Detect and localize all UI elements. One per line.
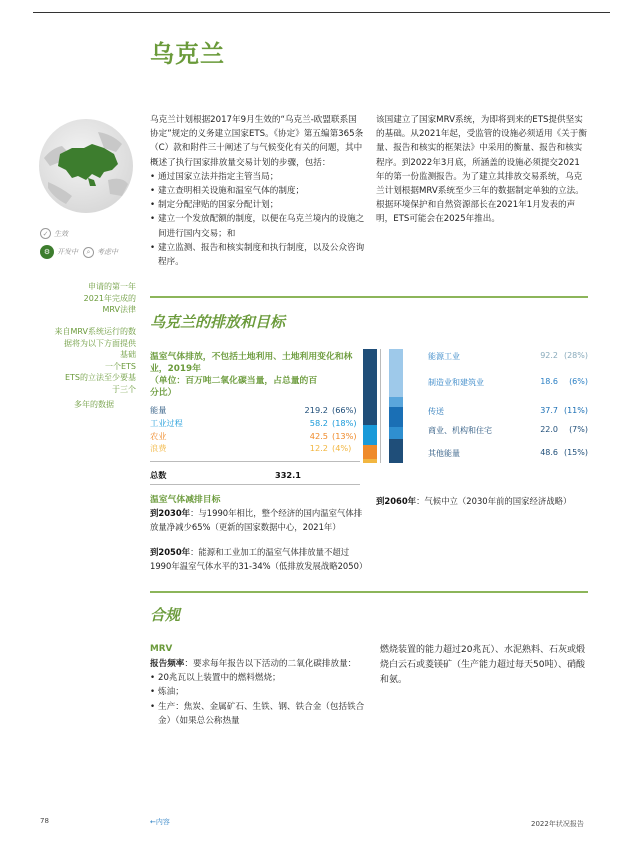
page-title: 乌克兰 bbox=[150, 40, 225, 68]
intro-paragraph: 该国建立了国家MRV系统，为即将到来的ETS提供坚实的基础。从2021年起，受监管的设施必须适用《关于衡量、报告和核实的框架法》中采用的衡量、报告和核实程序。到2022年3月底，所涵盖的设施必须提交2021年的第一份监测报告。为了建立其排放交易系统，乌克兰计划根据MRV系统至少三年的数据制定单独的立法。根据环境保护和自然资源部长在2021年1月发表的声明，ETS可能会在2025年推出。 bbox=[376, 115, 587, 225]
top-rule bbox=[33, 12, 610, 13]
list-item: • 制定分配津贴的国家分配计划； bbox=[150, 198, 365, 212]
intro-left-column bbox=[150, 113, 365, 269]
bar-segment-transport bbox=[389, 407, 403, 427]
section-divider bbox=[150, 591, 588, 593]
emission-row-agriculture: 农业 42.5 (13%) bbox=[150, 431, 357, 441]
compliance-continued-text: 燃烧装置的能力超过20兆瓦）、水泥熟料、石灰或煅烧白云石或菱镁矿（生产能力超过每天50吨）、硝酸和氨。 bbox=[380, 645, 585, 685]
bar-segment-other-energy bbox=[389, 439, 403, 463]
list-item: • 建立一个发放配额的制度，以便在乌克兰境内的设施之间进行国内交易；和 bbox=[150, 212, 365, 240]
compliance-right-column bbox=[380, 643, 590, 688]
list-item: • 建立监测、报告和核实制度和执行制度，以及公众咨询程序。 bbox=[150, 241, 365, 269]
emissions-heading: 温室气体排放，不包括土地利用、土地利用变化和林业，2019年 bbox=[150, 352, 353, 374]
list-item: • 生产：焦炭、金属矿石、生铁、钢、铁合金（包括铁合金）（如果总公称热量 bbox=[150, 700, 365, 728]
reporting-activities-list bbox=[150, 671, 365, 728]
status-legend-label: 考虑中 bbox=[97, 248, 118, 256]
energy-breakdown-bar bbox=[389, 349, 403, 463]
ets-steps-list bbox=[150, 170, 365, 269]
section-divider bbox=[150, 296, 588, 298]
breakdown-row: 制造业和建筑业 18.6 (6%) bbox=[428, 377, 588, 387]
wrench-icon: ⚙ bbox=[40, 245, 54, 259]
total-rule bbox=[150, 461, 360, 462]
emission-row-energy: 能量 219.2 (66%) bbox=[150, 405, 357, 415]
intro-paragraph: 乌克兰计划根据2017年9月生效的“乌克兰-欧盟联系国协定”规定的义务建立国家ETS。《协定》第五编第365条（C）款和附件三十阐述了与气候变化有关的问题，其中概述了执行国家排放量交易计划的步骤，包括： bbox=[150, 115, 364, 168]
status-legend-label: 生效 bbox=[54, 229, 68, 238]
report-title: 2022年状况报告 bbox=[531, 820, 584, 828]
bar-segment-energy bbox=[363, 349, 377, 425]
emission-row-total: 总数 332.1 bbox=[150, 470, 301, 480]
total-rule bbox=[150, 484, 360, 485]
breakdown-connector bbox=[380, 349, 387, 463]
check-icon: ✓ bbox=[40, 228, 51, 239]
targets-heading: 温室气体减排目标 bbox=[150, 495, 221, 505]
emission-row-waste: 浪费 12.2 (4%) bbox=[150, 443, 352, 453]
target-2030: 到2030年：与1990年相比，整个经济的国内温室气体排放量净减少65%（更新的国家数据中心，2021年） bbox=[150, 508, 363, 532]
ukraine-globe-map bbox=[38, 118, 134, 214]
status-legend bbox=[40, 228, 118, 259]
breakdown-row: 商业、机构和住宅 22.0 (7%) bbox=[428, 425, 588, 435]
emissions-subheading: （单位：百万吨二氧化碳当量，占总量的百分比） bbox=[150, 376, 318, 398]
target-2060: 到2060年：气候中立（2030年前的国家经济战略） bbox=[376, 496, 572, 506]
breakdown-row: 传送 37.7 (11%) bbox=[428, 406, 588, 416]
status-legend-item bbox=[40, 228, 118, 239]
intro-right-column bbox=[376, 113, 588, 227]
bar-segment-waste bbox=[363, 459, 377, 463]
status-legend-label: 开发中 bbox=[57, 248, 78, 256]
status-legend-item bbox=[40, 245, 118, 259]
mrv-heading: MRV bbox=[150, 644, 173, 654]
emissions-section-title: 乌克兰的排放和目标 bbox=[150, 313, 286, 331]
compliance-section-title: 合规 bbox=[150, 606, 181, 624]
list-item: • 建立查明相关设施和温室气体的制度； bbox=[150, 184, 365, 198]
bar-segment-agriculture bbox=[363, 445, 377, 459]
bar-segment-manufacturing bbox=[389, 397, 403, 407]
emission-row-industrial: 工业过程 58.2 (18%) bbox=[150, 418, 357, 428]
side-note-ets-data: 来自MRV系统运行的数 据将为以下方面提供 基础 一个ETS ETS的立法至少要基 于三个 多年的数据 bbox=[54, 327, 136, 409]
back-to-contents-link[interactable]: ←内容 bbox=[150, 818, 170, 826]
magnifier-icon: ⌕ bbox=[83, 247, 94, 258]
target-2050: 到2050年：能源和工业加工的温室气体排放量不超过1990年温室气体水平的31-34%（低排放发展战略2050） bbox=[150, 547, 368, 571]
bar-segment-energy-industries bbox=[389, 349, 403, 397]
list-item: • 20兆瓦以上装置中的燃料燃烧； bbox=[150, 671, 365, 685]
reporting-frequency: 报告频率：要求每年报告以下活动的二氧化碳排放量： bbox=[150, 659, 357, 669]
bar-segment-commercial bbox=[389, 427, 403, 439]
list-item: • 炼油； bbox=[150, 685, 365, 699]
list-item: • 通过国家立法并指定主管当局； bbox=[150, 170, 365, 184]
emissions-stacked-bar bbox=[363, 349, 377, 463]
side-note-mrv-law: 申请的第一年 2021年完成的 MRV法律 bbox=[83, 282, 136, 314]
bar-segment-industrial bbox=[363, 425, 377, 445]
breakdown-row: 其他能量 48.6 (15%) bbox=[428, 448, 588, 458]
breakdown-row: 能源工业 92.2 (28%) bbox=[428, 351, 588, 361]
page-number: 78 bbox=[40, 817, 49, 825]
compliance-left-column bbox=[150, 657, 365, 728]
